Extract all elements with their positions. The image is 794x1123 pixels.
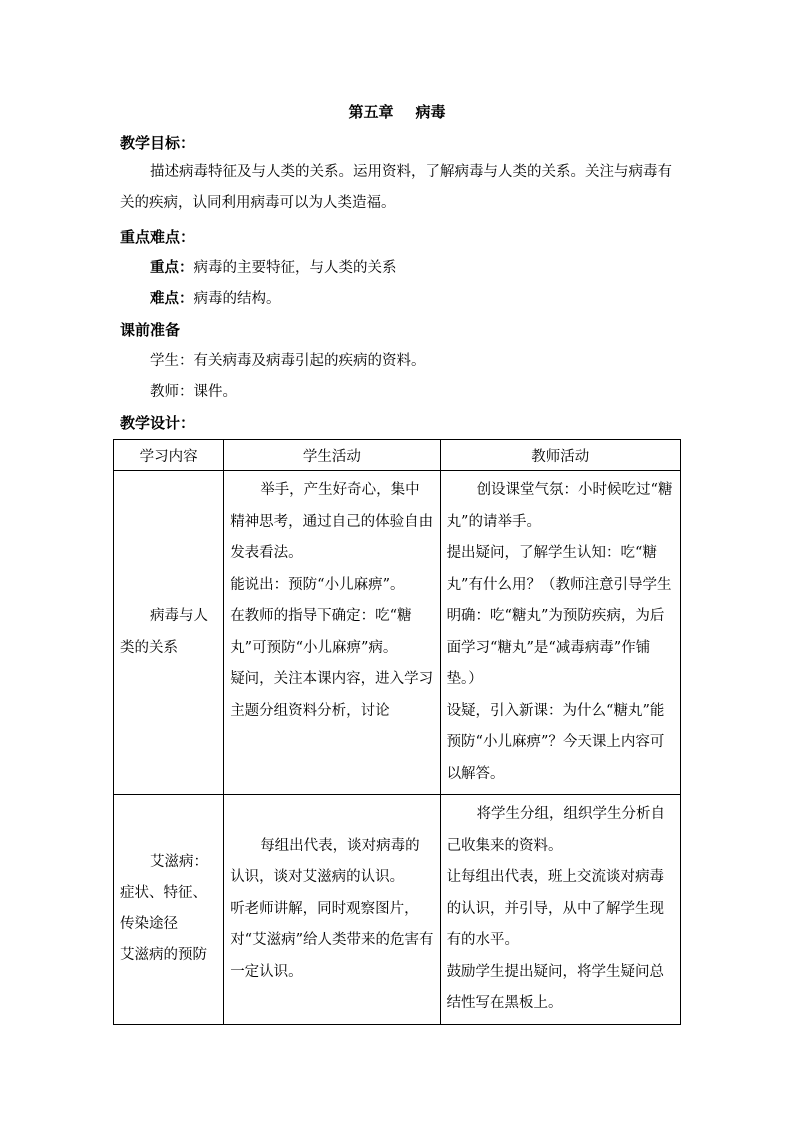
student-activity: 在教师的指导下确定：吃“糖丸”可预防“小儿麻痹”病。 [230,608,412,656]
key-point-label: 重点： [150,259,194,276]
key-point-text: 病毒的主要特征，与人类的关系 [193,260,397,276]
preparation-heading: 课前准备 [120,321,181,339]
content-line: 传染途径 [120,916,178,933]
difficult-point-text: 病毒的结构。 [193,291,281,307]
student-activity: 每组出代表，谈对病毒的认识，谈对艾滋病的认识。 [230,837,420,885]
student-activity-cell [224,795,440,1025]
difficult-point-line [150,288,281,310]
table-row [114,795,681,1025]
teacher-activity: 鼓励学生提出疑问，将学生疑问总结性写在黑板上。 [446,963,665,1011]
column-header-content: 学习内容 [114,440,224,471]
preparation-student: 学生：有关病毒及病毒引起的疾病的资料。 [150,353,426,369]
content-line: 艾滋病： [150,854,208,871]
teacher-activity-cell [440,471,680,795]
teaching-design-table [113,439,681,1025]
teacher-activity: 创设课堂气氛：小时候吃过“糖丸”的请举手。 [446,482,673,530]
teacher-activity-cell [440,795,680,1025]
teacher-activity: 提出疑问，了解学生认知：吃“糖丸”有什么用？（教师注意引导学生明确：吃“糖丸”为预防疾病，为后面学习“糖丸”是“减毒病毒”作铺垫。） [446,545,672,687]
content-line: 类的关系 [120,639,178,656]
content-cell [114,795,224,1025]
chapter-name: 病毒 [415,103,446,121]
difficult-point-label: 难点： [150,290,194,307]
key-point-line [150,257,397,279]
objectives-text: 描述病毒特征及与人类的关系。运用资料，了解病毒与人类的关系。关注与病毒有关的疾病，认同利用病毒可以为人类造福。 [120,164,672,211]
column-header-student: 学生活动 [224,440,440,471]
table-header-row [114,440,681,471]
student-activity: 疑问，关注本课内容，进入学习主题分组资料分析，讨论 [230,671,434,719]
chapter-number: 第五章 [348,103,394,121]
student-activity-cell [224,471,440,795]
teacher-activity: 让每组出代表，班上交流谈对病毒的认识，并引导，从中了解学生现有的水平。 [446,869,665,948]
content-line: 症状、特征、 [120,885,207,902]
column-header-teacher: 教师活动 [440,440,680,471]
teacher-activity: 将学生分组，组织学生分析自己收集来的资料。 [446,806,666,854]
teacher-activity: 设疑，引入新课：为什么“糖丸”能预防“小儿麻痹”？今天课上内容可以解答。 [446,702,665,782]
page-title [0,101,794,123]
objectives-heading: 教学目标： [120,134,196,152]
student-activity: 能说出：预防“小儿麻痹”。 [230,576,405,593]
design-heading: 教学设计： [120,414,196,432]
student-activity: 听老师讲解，同时观察图片，对“艾滋病”给人类带来的危害有一定认识。 [230,900,434,980]
content-line: 艾滋病的预防 [120,947,207,964]
key-points-heading: 重点难点： [120,228,196,246]
content-cell [114,471,224,795]
preparation-teacher: 教师：课件。 [150,384,237,400]
content-line: 病毒与人 [150,608,208,624]
student-activity: 举手，产生好奇心，集中精神思考，通过自己的体验自由发表看法。 [230,482,434,561]
table-row [114,471,681,795]
